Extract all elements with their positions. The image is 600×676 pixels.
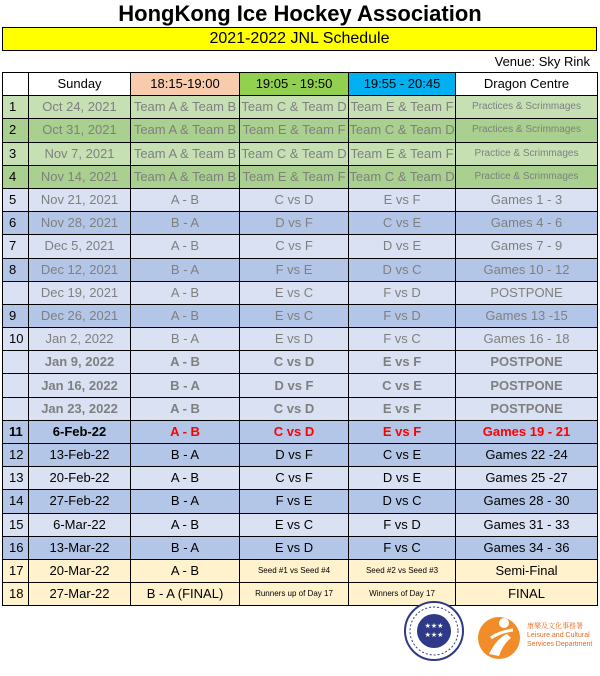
row-number: 11	[3, 420, 29, 443]
table-row	[3, 328, 598, 351]
row-slot-3: F vs D	[349, 281, 456, 304]
row-slot-3: D vs C	[349, 490, 456, 513]
row-note: Games 28 - 30	[456, 490, 598, 513]
row-slot-3: E vs F	[349, 351, 456, 374]
row-slot-1: B - A	[131, 444, 240, 467]
row-slot-3: C vs E	[349, 212, 456, 235]
row-date: Nov 7, 2021	[29, 142, 131, 165]
row-slot-3: Team C & Team D	[349, 165, 456, 188]
row-number: 10	[3, 328, 29, 351]
page-title: HongKong Ice Hockey Association	[118, 1, 482, 26]
row-note: Games 25 -27	[456, 467, 598, 490]
row-slot-3: F vs D	[349, 304, 456, 327]
row-slot-1: B - A	[131, 328, 240, 351]
svg-text:★★★: ★★★	[424, 623, 444, 630]
row-note: POSTPONE	[456, 281, 598, 304]
row-date: Dec 5, 2021	[29, 235, 131, 258]
row-number: 13	[3, 467, 29, 490]
row-slot-1: B - A	[131, 490, 240, 513]
row-slot-2: C vs F	[240, 467, 349, 490]
row-slot-1: A - B	[131, 559, 240, 582]
row-slot-2: F vs E	[240, 258, 349, 281]
row-slot-1: A - B	[131, 235, 240, 258]
row-note: Semi-Final	[456, 559, 598, 582]
row-number: 2	[3, 119, 29, 142]
row-number: 4	[3, 165, 29, 188]
row-date: 6-Mar-22	[29, 513, 131, 536]
lcsd-english-line-1: Leisure and Cultural	[527, 632, 590, 639]
row-number: 18	[3, 583, 29, 606]
row-number	[3, 397, 29, 420]
row-slot-2: Seed #1 vs Seed #4	[240, 559, 349, 582]
row-note: Games 1 - 3	[456, 188, 598, 211]
row-slot-1: A - B	[131, 420, 240, 443]
row-note: Games 22 -24	[456, 444, 598, 467]
table-row	[3, 142, 598, 165]
row-slot-1: Team A & Team B	[131, 142, 240, 165]
table-row	[3, 397, 598, 420]
row-slot-3: C vs E	[349, 374, 456, 397]
row-date: 27-Feb-22	[29, 490, 131, 513]
row-note: POSTPONE	[456, 351, 598, 374]
row-slot-2: C vs F	[240, 235, 349, 258]
table-row	[3, 536, 598, 559]
row-slot-1: A - B	[131, 188, 240, 211]
row-slot-2: E vs C	[240, 281, 349, 304]
row-slot-2: Team E & Team F	[240, 119, 349, 142]
lcsd-chinese-name: 康樂及文化事務署	[527, 623, 583, 630]
row-number: 14	[3, 490, 29, 513]
row-slot-2: E vs C	[240, 513, 349, 536]
row-slot-3: F vs D	[349, 513, 456, 536]
row-note: FINAL	[456, 583, 598, 606]
row-number: 8	[3, 258, 29, 281]
row-note: POSTPONE	[456, 397, 598, 420]
table-row	[3, 490, 598, 513]
row-slot-1: A - B	[131, 513, 240, 536]
row-slot-3: Seed #2 vs Seed #3	[349, 559, 456, 582]
row-date: Jan 9, 2022	[29, 351, 131, 374]
row-slot-2: D vs F	[240, 374, 349, 397]
lcsd-logo	[477, 608, 592, 668]
table-header-row	[3, 73, 598, 96]
row-slot-3: D vs C	[349, 258, 456, 281]
row-slot-1: B - A	[131, 258, 240, 281]
row-slot-3: F vs C	[349, 328, 456, 351]
row-number: 9	[3, 304, 29, 327]
row-slot-1: A - B	[131, 351, 240, 374]
row-number	[3, 281, 29, 304]
row-date: Jan 16, 2022	[29, 374, 131, 397]
row-note: Practices & Scrimmages	[456, 96, 598, 119]
row-slot-2: F vs E	[240, 490, 349, 513]
row-slot-2: C vs D	[240, 351, 349, 374]
row-number	[3, 351, 29, 374]
row-number: 12	[3, 444, 29, 467]
row-number: 6	[3, 212, 29, 235]
row-date: 27-Mar-22	[29, 583, 131, 606]
row-date: Nov 28, 2021	[29, 212, 131, 235]
row-slot-1: Team A & Team B	[131, 165, 240, 188]
row-slot-2: C vs D	[240, 420, 349, 443]
header-location: Dragon Centre	[456, 73, 598, 96]
row-note: Practice & Scrimmages	[456, 142, 598, 165]
lcsd-figure-icon	[477, 608, 523, 666]
row-slot-1: B - A	[131, 212, 240, 235]
svg-text:★★★: ★★★	[424, 632, 444, 639]
row-slot-1: A - B	[131, 304, 240, 327]
row-slot-1: A - B	[131, 467, 240, 490]
table-row	[3, 513, 598, 536]
row-number: 7	[3, 235, 29, 258]
schedule-table	[2, 72, 598, 606]
row-date: Oct 24, 2021	[29, 96, 131, 119]
row-date: Jan 23, 2022	[29, 397, 131, 420]
row-slot-2: E vs C	[240, 304, 349, 327]
row-slot-2: Team C & Team D	[240, 142, 349, 165]
row-slot-2: Runners up of Day 17	[240, 583, 349, 606]
header-sunday: Sunday	[29, 73, 131, 96]
row-note: Games 7 - 9	[456, 235, 598, 258]
row-date: Oct 31, 2021	[29, 119, 131, 142]
header-slot-2: 19:05 - 19:50	[240, 73, 349, 96]
row-slot-3: Team C & Team D	[349, 119, 456, 142]
row-slot-3: Team E & Team F	[349, 142, 456, 165]
row-note: Games 13 -15	[456, 304, 598, 327]
row-date: Dec 26, 2021	[29, 304, 131, 327]
row-note: Practices & Scrimmages	[456, 119, 598, 142]
table-row	[3, 444, 598, 467]
row-note: Practice & Scrimmages	[456, 165, 598, 188]
row-date: Dec 19, 2021	[29, 281, 131, 304]
row-note: Games 34 - 36	[456, 536, 598, 559]
row-number: 1	[3, 96, 29, 119]
row-date: Nov 14, 2021	[29, 165, 131, 188]
row-note: Games 19 - 21	[456, 420, 598, 443]
row-slot-3: F vs C	[349, 536, 456, 559]
row-slot-2: C vs D	[240, 397, 349, 420]
row-slot-3: Team E & Team F	[349, 96, 456, 119]
row-date: 13-Feb-22	[29, 444, 131, 467]
row-date: Nov 21, 2021	[29, 188, 131, 211]
table-row	[3, 212, 598, 235]
row-slot-2: E vs D	[240, 328, 349, 351]
row-number: 5	[3, 188, 29, 211]
row-note: Games 4 - 6	[456, 212, 598, 235]
table-row	[3, 420, 598, 443]
row-note: Games 16 - 18	[456, 328, 598, 351]
row-number: 16	[3, 536, 29, 559]
row-slot-1: B - A	[131, 374, 240, 397]
table-row	[3, 165, 598, 188]
table-row	[3, 374, 598, 397]
row-slot-1: Team A & Team B	[131, 119, 240, 142]
table-row	[3, 188, 598, 211]
row-slot-2: C vs D	[240, 188, 349, 211]
row-date: 13-Mar-22	[29, 536, 131, 559]
row-note: Games 31 - 33	[456, 513, 598, 536]
row-slot-2: E vs D	[240, 536, 349, 559]
row-date: 20-Feb-22	[29, 467, 131, 490]
table-row	[3, 559, 598, 582]
header-slot-1: 18:15-19:00	[131, 73, 240, 96]
table-row	[3, 281, 598, 304]
row-slot-1: B - A (FINAL)	[131, 583, 240, 606]
table-row	[3, 304, 598, 327]
row-slot-2: D vs F	[240, 444, 349, 467]
row-slot-3: E vs F	[349, 420, 456, 443]
association-crest-icon	[403, 600, 465, 662]
lcsd-label	[527, 622, 592, 649]
row-number: 17	[3, 559, 29, 582]
row-slot-1: A - B	[131, 281, 240, 304]
row-slot-3: D vs E	[349, 235, 456, 258]
table-row	[3, 119, 598, 142]
row-slot-3: D vs E	[349, 467, 456, 490]
table-row	[3, 467, 598, 490]
table-row	[3, 235, 598, 258]
row-date: Dec 12, 2021	[29, 258, 131, 281]
row-slot-3: E vs F	[349, 397, 456, 420]
row-slot-2: Team E & Team F	[240, 165, 349, 188]
row-slot-3: C vs E	[349, 444, 456, 467]
row-date: 6-Feb-22	[29, 420, 131, 443]
row-date: 20-Mar-22	[29, 559, 131, 582]
table-row	[3, 351, 598, 374]
row-slot-2: Team C & Team D	[240, 96, 349, 119]
row-slot-3: E vs F	[349, 188, 456, 211]
sponsor-logos	[395, 600, 595, 672]
row-slot-1: B - A	[131, 536, 240, 559]
row-slot-1: A - B	[131, 397, 240, 420]
header-slot-3: 19:55 - 20:45	[349, 73, 456, 96]
row-number	[3, 374, 29, 397]
table-row	[3, 258, 598, 281]
row-slot-3: Winners of Day 17	[349, 583, 456, 606]
row-slot-2: D vs F	[240, 212, 349, 235]
row-note: Games 10 - 12	[456, 258, 598, 281]
table-row	[3, 96, 598, 119]
row-slot-1: Team A & Team B	[131, 96, 240, 119]
venue-label: Venue: Sky Rink	[494, 54, 590, 69]
schedule-subtitle: 2021-2022 JNL Schedule	[2, 27, 597, 51]
row-number: 3	[3, 142, 29, 165]
row-date: Jan 2, 2022	[29, 328, 131, 351]
row-number: 15	[3, 513, 29, 536]
lcsd-english-line-2: Services Department	[527, 641, 593, 648]
header-number	[3, 73, 29, 96]
row-note: POSTPONE	[456, 374, 598, 397]
